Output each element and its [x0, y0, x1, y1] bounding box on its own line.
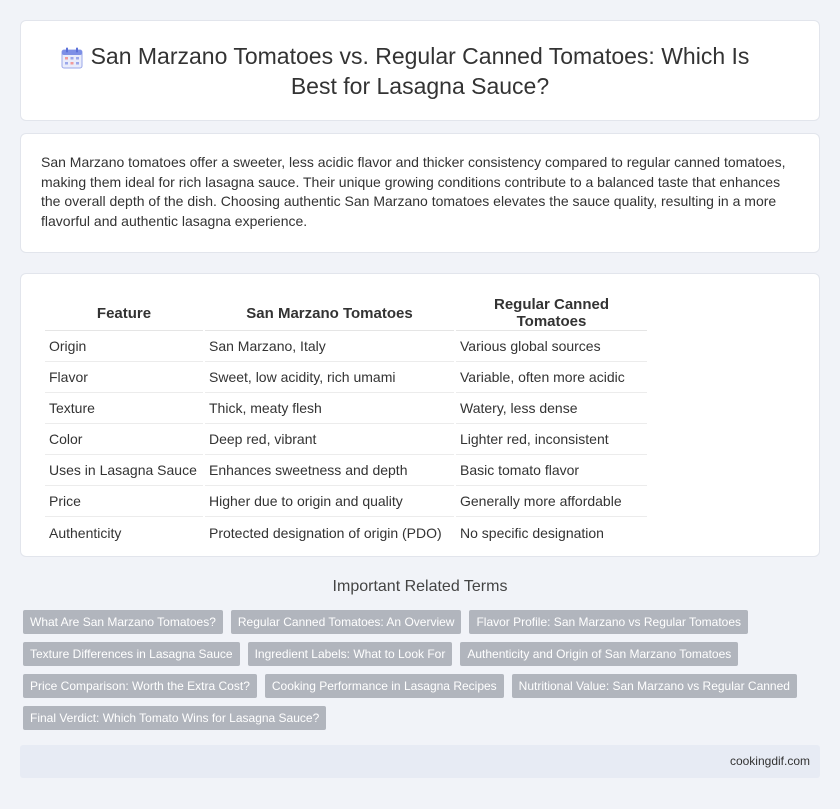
table-cell: Flavor [45, 362, 203, 393]
table-cell: Watery, less dense [456, 393, 647, 424]
related-tag[interactable]: Authenticity and Origin of San Marzano Tomatoes [460, 642, 738, 666]
table-cell: Uses in Lasagna Sauce [45, 455, 203, 486]
comparison-table [43, 296, 649, 548]
table-cell: Thick, meaty flesh [205, 393, 454, 424]
table-cell: Sweet, low acidity, rich umami [205, 362, 454, 393]
table-row [45, 362, 647, 393]
table-cell: Protected designation of origin (PDO) [209, 524, 442, 541]
summary-card [20, 133, 820, 253]
related-terms-heading: Important Related Terms [332, 578, 508, 595]
table-cell: Variable, often more acidic [456, 362, 647, 393]
related-tag[interactable]: Cooking Performance in Lasagna Recipes [265, 674, 504, 698]
tag-row [23, 610, 803, 634]
table-cell: Generally more affordable [456, 486, 647, 517]
table-cell: Color [45, 424, 203, 455]
table-cell: Lighter red, inconsistent [456, 424, 647, 455]
title-wrap [21, 21, 819, 120]
table-cell: No specific designation [460, 524, 604, 541]
table-cell: Price [45, 486, 203, 517]
table-row [45, 393, 647, 424]
table-row [45, 517, 647, 548]
title-card [20, 20, 820, 121]
table-row [45, 486, 647, 517]
footer-site-link[interactable]: cookingdif.com [729, 754, 810, 768]
table-row [45, 424, 647, 455]
summary-text: San Marzano tomatoes offer a sweeter, less acidic flavor and thicker consistency compared to regular canned tomatoes, making them ideal for rich lasagna sauce. Their unique growing conditions contribute to a balanced taste that enhances the overall depth of the dish. Choosing authentic San Marzano tomatoes elevates the sauce quality, resulting in a more flavorful and authentic lasagna experience. [41, 154, 786, 229]
related-tag[interactable]: Regular Canned Tomatoes: An Overview [231, 610, 462, 634]
table-cell: Origin [45, 331, 203, 362]
tag-row [23, 706, 803, 730]
table-cell: Enhances sweetness and depth [205, 455, 454, 486]
tag-row [23, 642, 803, 666]
table-cell: Higher due to origin and quality [205, 486, 454, 517]
table-header-row [45, 296, 647, 331]
table-cell: Deep red, vibrant [205, 424, 454, 455]
footer [20, 745, 820, 778]
related-tag[interactable]: Ingredient Labels: What to Look For [248, 642, 453, 666]
table-row [45, 455, 647, 486]
table-cell: Texture [45, 393, 203, 424]
related-tag[interactable]: Nutritional Value: San Marzano vs Regular Canned [512, 674, 797, 698]
table-cell: San Marzano, Italy [205, 331, 454, 362]
related-tag[interactable]: Flavor Profile: San Marzano vs Regular Tomatoes [469, 610, 748, 634]
related-tag[interactable]: Texture Differences in Lasagna Sauce [23, 642, 240, 666]
related-tag[interactable]: Price Comparison: Worth the Extra Cost? [23, 674, 257, 698]
tag-row [23, 674, 803, 698]
table-cell: Various global sources [456, 331, 647, 362]
table-cell: Authenticity [49, 524, 122, 541]
page-title: San Marzano Tomatoes vs. Regular Canned Tomatoes: Which Is Best for Lasagna Sauce? [90, 42, 750, 99]
header-feature: Feature [45, 296, 203, 331]
related-tag[interactable]: What Are San Marzano Tomatoes? [23, 610, 223, 634]
related-tag[interactable]: Final Verdict: Which Tomato Wins for Lasagna Sauce? [23, 706, 326, 730]
header-san-marzano: San Marzano Tomatoes [205, 296, 454, 331]
table-cell: Basic tomato flavor [456, 455, 647, 486]
table-row [45, 331, 647, 362]
header-regular-canned: Regular Canned Tomatoes [456, 296, 647, 331]
related-terms-tags [23, 610, 803, 738]
comparison-table-card [20, 273, 820, 557]
